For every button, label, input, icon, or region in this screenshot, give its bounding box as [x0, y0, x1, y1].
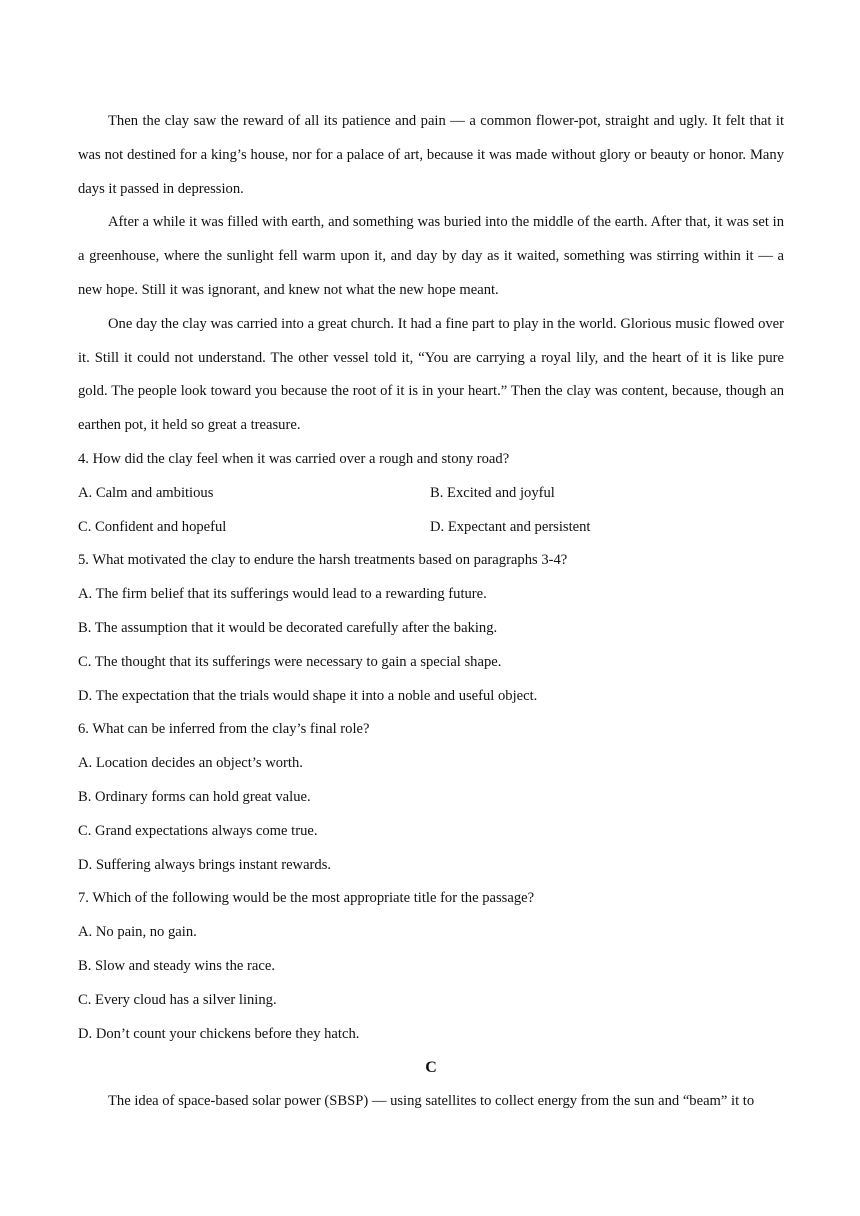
question-5-option-d: D. The expectation that the trials would shape it into a noble and useful object. — [78, 687, 538, 704]
question-7-option-a: A. No pain, no gain. — [78, 924, 197, 941]
question-5 — [78, 544, 784, 713]
document-page — [78, 105, 784, 1119]
question-6-option-a: A. Location decides an object’s worth. — [78, 755, 303, 772]
question-5-stem: 5. What motivated the clay to endure the harsh treatments based on paragraphs 3-4? — [78, 552, 568, 569]
question-5-option-a: A. The firm belief that its sufferings would lead to a rewarding future. — [78, 586, 487, 603]
passage-paragraph-2: After a while it was filled with earth, and something was buried into the middle of the earth. After that, it was set in a greenhouse, where the sunlight fell warm upon it, and day by day as it waited, something was stirring within it — a new hope. Still it was ignorant, and knew not what the new hope meant. — [78, 214, 784, 298]
question-4-option-b: B. Excited and joyful — [430, 484, 555, 501]
question-6-option-b: B. Ordinary forms can hold great value. — [78, 788, 311, 805]
question-6-stem: 6. What can be inferred from the clay’s final role? — [78, 721, 370, 738]
section-c-heading: C — [425, 1059, 437, 1077]
question-7 — [78, 882, 784, 1051]
question-4-option-c: C. Confident and hopeful — [78, 518, 227, 535]
question-6-option-d: D. Suffering always brings instant rewards. — [78, 856, 332, 873]
question-4-option-a: A. Calm and ambitious — [78, 484, 214, 501]
passage-paragraph-1: Then the clay saw the reward of all its patience and pain — a common flower-pot, straight and ugly. It felt that it was not destined for a king’s house, nor for a palace of art, because it was made without glory or beauty or honor. Many days it passed in depression. — [78, 113, 784, 197]
passage-paragraph-3: One day the clay was carried into a great church. It had a fine part to play in the world. Glorious music flowed over it. Still it could not understand. The other vessel told it, “You are carrying a royal lily, and the heart of it is like pure gold. The people look toward you because the root of it is in your heart.” Then the clay was content, because, though an earthen pot, it held so great a treasure. — [78, 315, 784, 434]
question-4-option-d: D. Expectant and persistent — [430, 518, 591, 535]
question-7-stem: 7. Which of the following would be the most appropriate title for the passage? — [78, 890, 535, 907]
section-c-first-line: The idea of space-based solar power (SBSP) — using satellites to collect energy from the sun and “beam” it to — [108, 1093, 755, 1110]
question-4-options-row-2 — [78, 511, 784, 545]
question-5-option-c: C. The thought that its sufferings were necessary to gain a special shape. — [78, 653, 502, 670]
question-7-option-b: B. Slow and steady wins the race. — [78, 957, 275, 974]
question-7-option-c: C. Every cloud has a silver lining. — [78, 991, 277, 1008]
question-6 — [78, 713, 784, 882]
question-4 — [78, 443, 784, 544]
question-7-option-d: D. Don’t count your chickens before they hatch. — [78, 1025, 360, 1042]
question-4-stem: 4. How did the clay feel when it was carried over a rough and stony road? — [78, 450, 510, 467]
question-4-options-row-1 — [78, 477, 784, 511]
question-6-option-c: C. Grand expectations always come true. — [78, 822, 318, 839]
question-5-option-b: B. The assumption that it would be decorated carefully after the baking. — [78, 619, 498, 636]
